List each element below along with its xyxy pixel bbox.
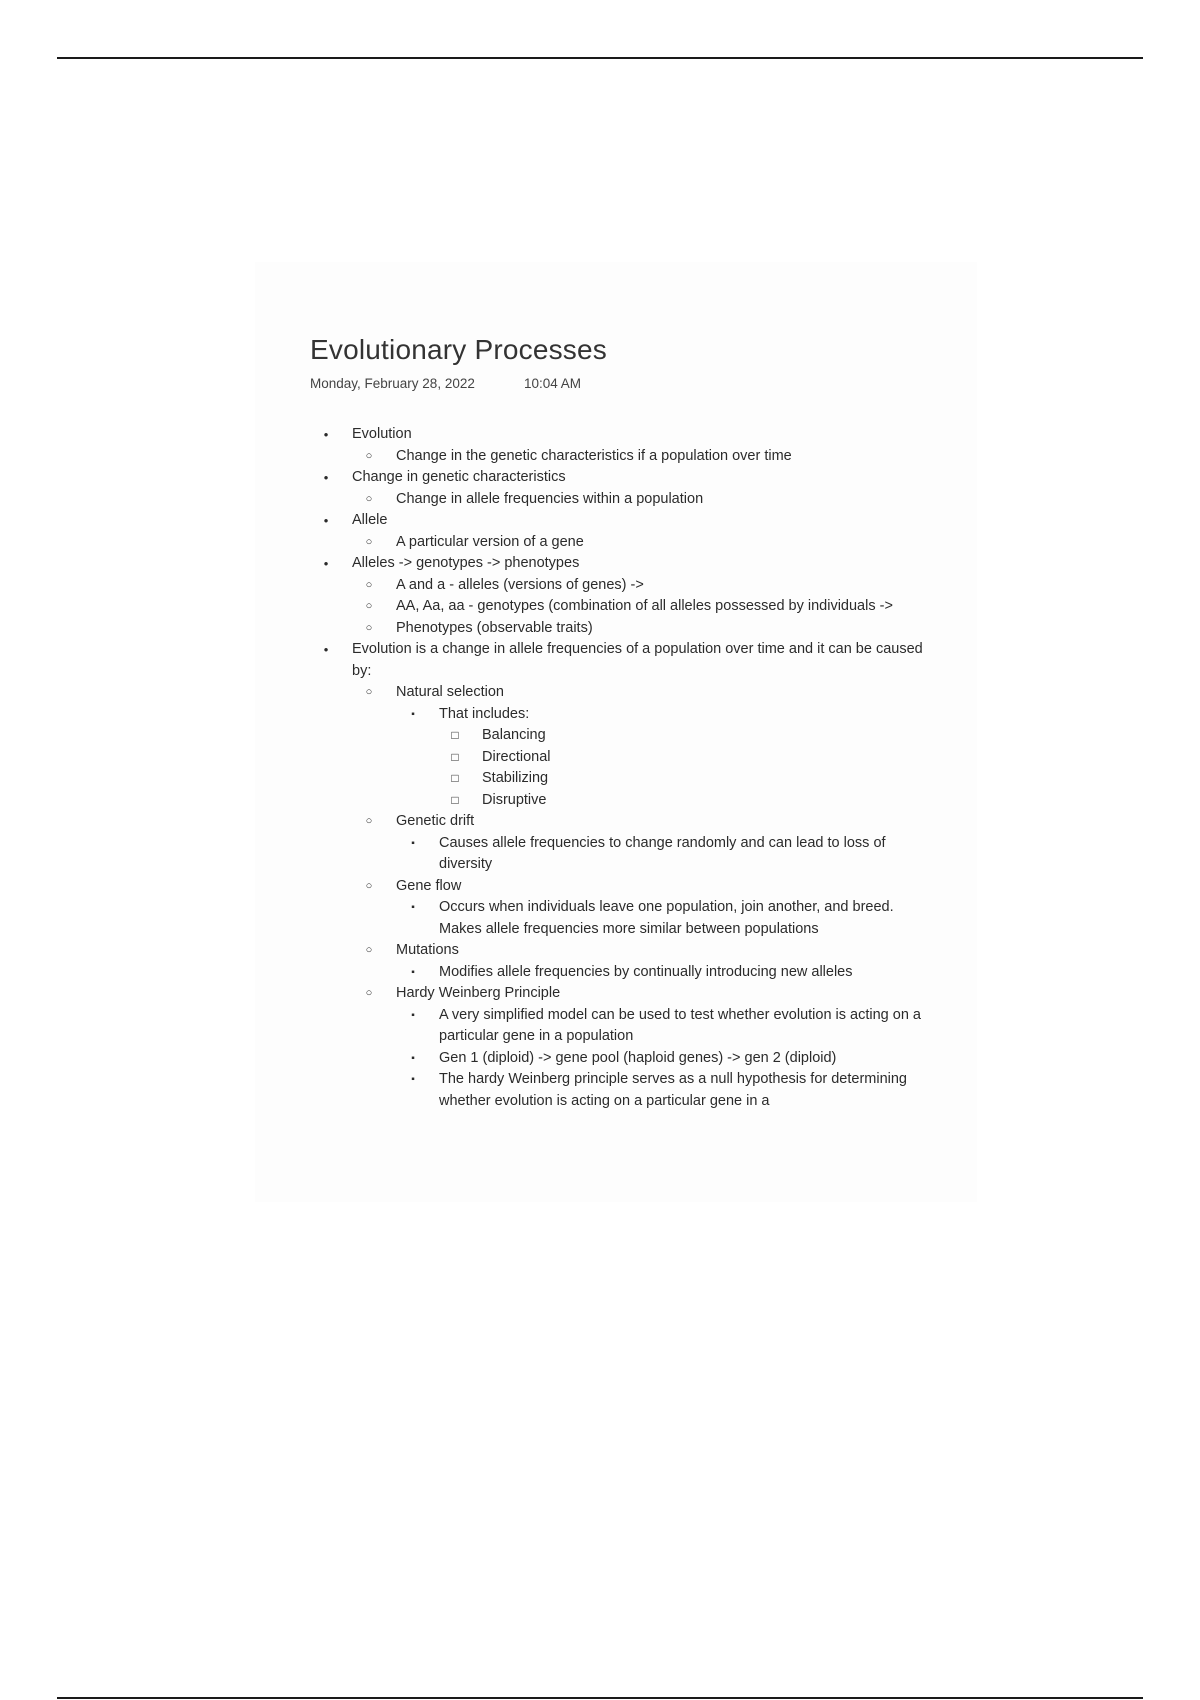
sub-list: [352, 489, 930, 511]
circle-bullet-icon: ○: [365, 492, 373, 505]
note-date: Monday, February 28, 2022: [310, 376, 475, 391]
bullet-icon: •: [323, 470, 329, 485]
list-item: [310, 962, 930, 984]
square-bullet-icon: ▪: [411, 966, 415, 978]
square-bullet-icon: ▪: [411, 1009, 415, 1021]
list-item-text: Change in allele frequencies within a population: [396, 490, 704, 507]
list-item-text: Occurs when individuals leave one population, join another, and breed. Makes allele frequencies more similar between populations: [439, 899, 894, 937]
sub-list: [439, 725, 930, 811]
list-item: [310, 618, 930, 640]
square-bullet-icon: ▪: [411, 1052, 415, 1064]
list-item-text: Allele: [352, 512, 388, 528]
list-item-text: Modifies allele frequencies by continually introducing new alleles: [439, 963, 853, 980]
list-item: [310, 876, 930, 941]
list-item: [310, 704, 930, 812]
list-item-text: Gen 1 (diploid) -> gene pool (haploid genes) -> gen 2 (diploid): [439, 1049, 837, 1066]
bullet-icon: •: [323, 556, 329, 571]
sub-list: [352, 532, 930, 554]
square-bullet-icon: ▪: [411, 902, 415, 913]
list-item-text: AA, Aa, aa - genotypes (combination of all alleles possessed by individuals ->: [396, 598, 893, 614]
list-item-text: Hardy Weinberg Principle: [396, 985, 561, 1001]
list-item: [310, 768, 930, 790]
list-item: [310, 532, 930, 554]
bottom-rule: [57, 1697, 1143, 1699]
sub-list: [396, 1005, 930, 1113]
list-item-text: Disruptive: [482, 791, 547, 808]
list-item-text: Evolution: [352, 426, 412, 442]
list-item-text: Stabilizing: [482, 770, 549, 786]
list-item: [310, 811, 930, 876]
bullet-icon: •: [323, 642, 329, 657]
square-bullet-icon: ▪: [411, 837, 415, 849]
list-item: [310, 833, 930, 876]
list-item: [310, 1005, 930, 1048]
list-item: [310, 725, 930, 747]
circle-bullet-icon: ○: [365, 686, 373, 698]
sub-list: [352, 682, 930, 1112]
sub-list: [352, 446, 930, 468]
circle-bullet-icon: ○: [365, 621, 373, 634]
checkbox-bullet-icon: □: [451, 792, 459, 807]
sub-list: [396, 897, 930, 940]
list-item: [310, 510, 930, 553]
list-item: [310, 747, 930, 769]
list-item-text: Mutations: [396, 942, 459, 958]
sub-list: [396, 833, 930, 876]
list-item: [310, 553, 930, 639]
checkbox-bullet-icon: □: [451, 771, 459, 785]
bullet-icon: •: [323, 513, 329, 528]
list-item-text: Phenotypes (observable traits): [396, 619, 593, 636]
list-item-text: Change in genetic characteristics: [352, 469, 566, 485]
sub-list: [396, 704, 930, 812]
note-time: 10:04 AM: [524, 376, 582, 391]
list-item-text: Alleles -> genotypes -> phenotypes: [352, 555, 580, 571]
list-item-text: Evolution is a change in allele frequencies of a population over time and it can be caused by:: [352, 641, 923, 679]
circle-bullet-icon: ○: [365, 600, 373, 612]
checkbox-bullet-icon: □: [451, 728, 459, 742]
list-item-text: Genetic drift: [396, 813, 475, 829]
list-item: [310, 897, 930, 940]
bullet-icon: •: [323, 427, 329, 442]
list-item-text: Balancing: [482, 727, 546, 743]
list-item: [310, 596, 930, 618]
note-title: Evolutionary Processes: [310, 334, 607, 365]
list-item: [310, 639, 930, 1112]
list-item: [310, 790, 930, 812]
circle-bullet-icon: ○: [365, 449, 373, 462]
square-bullet-icon: ▪: [411, 708, 415, 720]
circle-bullet-icon: ○: [365, 535, 373, 548]
note-meta: [310, 376, 582, 391]
list-item: [310, 467, 930, 510]
list-item-text: Causes allele frequencies to change randomly and can lead to loss of diversity: [439, 834, 886, 872]
circle-bullet-icon: ○: [365, 944, 373, 956]
list-item: [310, 489, 930, 511]
list-item-text: A and a - alleles (versions of genes) ->: [396, 576, 644, 593]
top-rule: [57, 57, 1143, 59]
list-item-text: Natural selection: [396, 684, 504, 700]
list-item: [310, 446, 930, 468]
list-item: [310, 682, 930, 811]
checkbox-bullet-icon: □: [451, 749, 459, 764]
bullet-list: [310, 424, 930, 1112]
list-item-text: A particular version of a gene: [396, 533, 584, 550]
square-bullet-icon: ▪: [411, 1074, 415, 1085]
list-item: [310, 940, 930, 983]
list-item: [310, 575, 930, 597]
list-item-text: The hardy Weinberg principle serves as a null hypothesis for determining whether evolution is acting on a particular gene in a: [439, 1071, 908, 1109]
note-body: [310, 424, 930, 1112]
list-item: [310, 1048, 930, 1070]
sub-list: [352, 575, 930, 640]
circle-bullet-icon: ○: [365, 879, 373, 892]
list-item: [310, 424, 930, 467]
list-item-text: Change in the genetic characteristics if a population over time: [396, 447, 792, 464]
list-item: [310, 1069, 930, 1112]
circle-bullet-icon: ○: [365, 578, 373, 591]
circle-bullet-icon: ○: [365, 987, 373, 999]
list-item: [310, 983, 930, 1112]
list-item-text: Gene flow: [396, 877, 462, 894]
circle-bullet-icon: ○: [365, 815, 373, 827]
list-item-text: Directional: [482, 748, 551, 765]
list-item-text: A very simplified model can be used to test whether evolution is acting on a particular gene in a population: [439, 1006, 921, 1044]
sub-list: [396, 962, 930, 984]
list-item-text: That includes:: [439, 705, 530, 722]
